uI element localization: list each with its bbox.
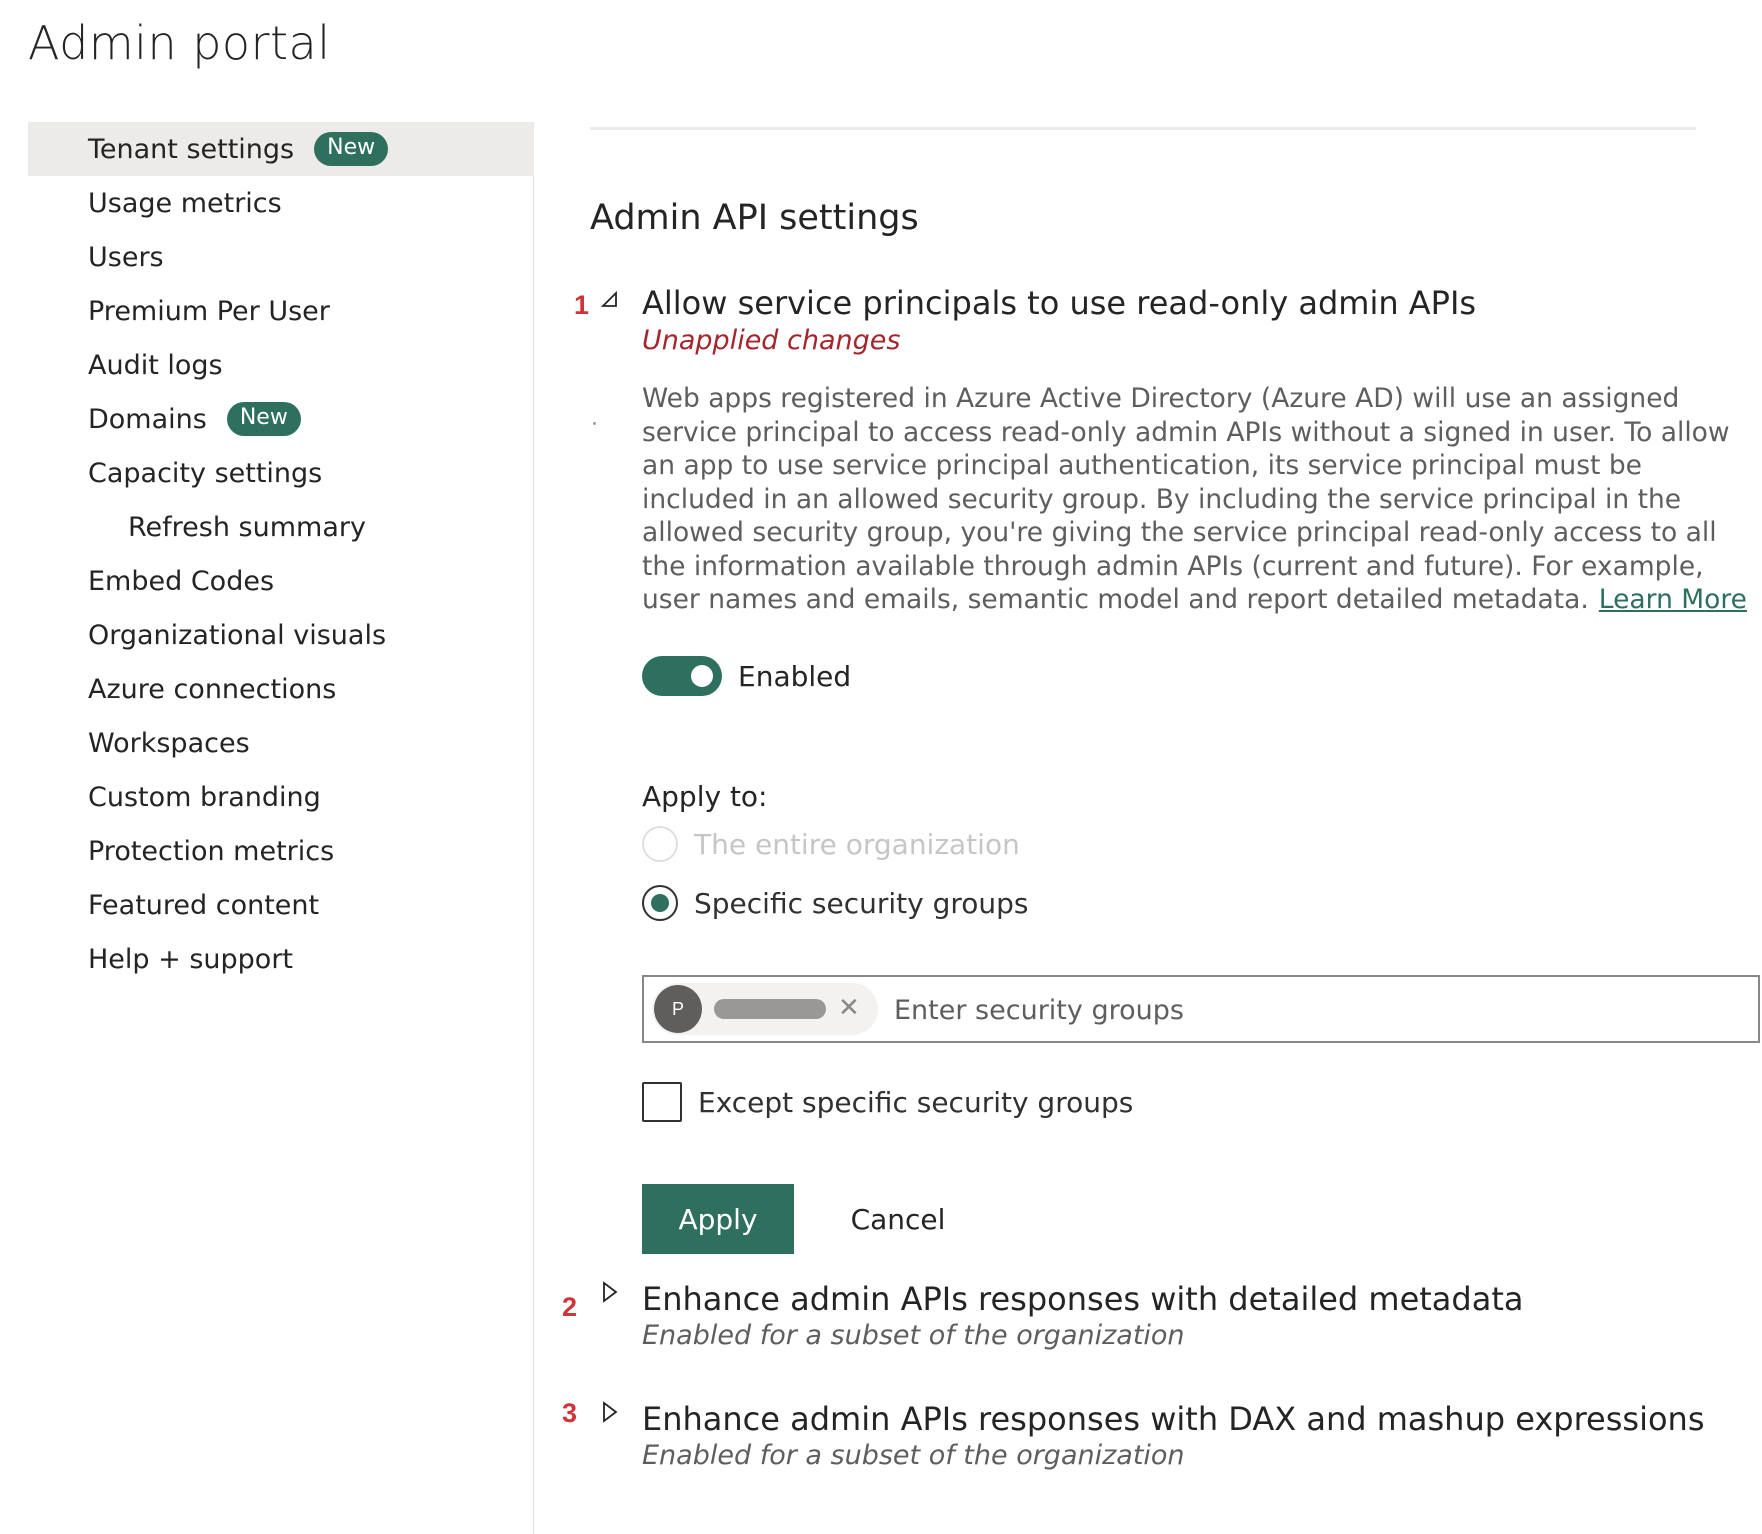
caret-right-icon[interactable] bbox=[600, 1280, 620, 1310]
decorative-dot bbox=[593, 422, 596, 425]
sidebar-item-azure-connections[interactable] bbox=[28, 662, 534, 716]
sidebar-item-label: Usage metrics bbox=[88, 187, 282, 219]
learn-more-link[interactable]: Learn More bbox=[1598, 584, 1747, 615]
setting-status: Enabled for a subset of the organization bbox=[642, 1440, 1185, 1471]
caret-right-icon[interactable] bbox=[600, 1400, 620, 1430]
sidebar-item-label: Tenant settings bbox=[88, 133, 295, 165]
setting-description-text: Web apps registered in Azure Active Directory (Azure AD) will use an assigned service principal to access read-only admin APIs without a signed in user. To allow an app to use service principal authentication, its service principal must be included in an allowed security group. By including the service principal in the allowed security group, you're giving the service principal read-only access to all the information available through admin APIs (current and future). For example, user names and emails, semantic model and report detailed metadata. bbox=[642, 383, 1730, 615]
sidebar-item-capacity-settings[interactable] bbox=[28, 446, 534, 500]
radio-circle bbox=[642, 885, 678, 921]
security-group-chip[interactable] bbox=[652, 983, 878, 1035]
radio-label: The entire organization bbox=[694, 827, 1020, 861]
setting-title[interactable]: Allow service principals to use read-only admin APIs bbox=[642, 284, 1477, 322]
sidebar-item-label: Azure connections bbox=[88, 673, 337, 705]
sidebar bbox=[28, 122, 534, 1534]
setting-status: Enabled for a subset of the organization bbox=[642, 1320, 1185, 1351]
redacted-group-name bbox=[714, 999, 826, 1019]
except-groups-label: Except specific security groups bbox=[698, 1085, 1134, 1119]
setting-number-marker: 1 bbox=[574, 290, 590, 320]
security-groups-picker[interactable] bbox=[642, 975, 1760, 1043]
sidebar-item-label: Capacity settings bbox=[88, 457, 323, 489]
sidebar-item-embed-codes[interactable] bbox=[28, 554, 534, 608]
radio-entire-organization[interactable] bbox=[642, 824, 1020, 864]
radio-circle bbox=[642, 826, 678, 862]
enabled-toggle[interactable] bbox=[642, 656, 722, 696]
setting-number-marker: 3 bbox=[562, 1398, 578, 1428]
sidebar-item-label: Organizational visuals bbox=[88, 619, 387, 651]
sidebar-item-label: Refresh summary bbox=[128, 511, 366, 543]
security-groups-input[interactable] bbox=[894, 987, 1734, 1033]
radio-selected-dot bbox=[651, 894, 669, 912]
sidebar-item-featured-content[interactable] bbox=[28, 878, 534, 932]
sidebar-item-label: Embed Codes bbox=[88, 565, 275, 597]
sidebar-item-premium-per-user[interactable] bbox=[28, 284, 534, 338]
setting-number-marker: 2 bbox=[562, 1292, 578, 1322]
except-groups-checkbox[interactable] bbox=[642, 1082, 682, 1122]
section-divider bbox=[590, 127, 1696, 130]
sidebar-item-label: Help + support bbox=[88, 943, 294, 975]
sidebar-item-tenant-settings[interactable] bbox=[28, 122, 534, 176]
sidebar-item-label: Audit logs bbox=[88, 349, 223, 381]
sidebar-item-label: Premium Per User bbox=[88, 295, 330, 327]
sidebar-item-usage-metrics[interactable] bbox=[28, 176, 534, 230]
page-title: Admin portal bbox=[28, 16, 331, 70]
toggle-knob bbox=[691, 665, 713, 687]
apply-to-label: Apply to: bbox=[642, 780, 768, 813]
new-badge: New bbox=[314, 132, 388, 166]
sidebar-item-label: Users bbox=[88, 241, 164, 273]
sidebar-item-workspaces[interactable] bbox=[28, 716, 534, 770]
sidebar-item-label: Domains bbox=[88, 403, 207, 435]
apply-button[interactable]: Apply bbox=[642, 1184, 794, 1254]
sidebar-item-label: Featured content bbox=[88, 889, 320, 921]
main-content bbox=[562, 0, 1762, 1534]
cancel-button[interactable]: Cancel bbox=[822, 1184, 974, 1254]
section-title: Admin API settings bbox=[590, 198, 919, 238]
sidebar-item-label: Workspaces bbox=[88, 727, 250, 759]
sidebar-item-domains[interactable] bbox=[28, 392, 534, 446]
except-groups-checkbox-row[interactable] bbox=[642, 1082, 1133, 1122]
radio-specific-security-groups[interactable] bbox=[642, 883, 1028, 923]
sidebar-item-refresh-summary[interactable] bbox=[28, 500, 534, 554]
sidebar-item-users[interactable] bbox=[28, 230, 534, 284]
sidebar-item-custom-branding[interactable] bbox=[28, 770, 534, 824]
sidebar-item-audit-logs[interactable] bbox=[28, 338, 534, 392]
avatar: P bbox=[654, 985, 702, 1033]
radio-label: Specific security groups bbox=[694, 886, 1029, 920]
sidebar-item-organizational-visuals[interactable] bbox=[28, 608, 534, 662]
sidebar-item-label: Custom branding bbox=[88, 781, 321, 813]
setting-description bbox=[642, 382, 1760, 617]
sidebar-item-label: Protection metrics bbox=[88, 835, 335, 867]
close-icon[interactable]: ✕ bbox=[838, 993, 860, 1023]
unapplied-changes-status: Unapplied changes bbox=[642, 325, 901, 356]
new-badge: New bbox=[227, 402, 301, 436]
setting-title[interactable]: Enhance admin APIs responses with detailed metadata bbox=[642, 1280, 1524, 1318]
setting-title[interactable]: Enhance admin APIs responses with DAX and mashup expressions bbox=[642, 1400, 1705, 1438]
caret-down-icon[interactable] bbox=[600, 290, 620, 316]
sidebar-item-help-support[interactable] bbox=[28, 932, 534, 986]
sidebar-item-protection-metrics[interactable] bbox=[28, 824, 534, 878]
toggle-label: Enabled bbox=[738, 660, 852, 693]
